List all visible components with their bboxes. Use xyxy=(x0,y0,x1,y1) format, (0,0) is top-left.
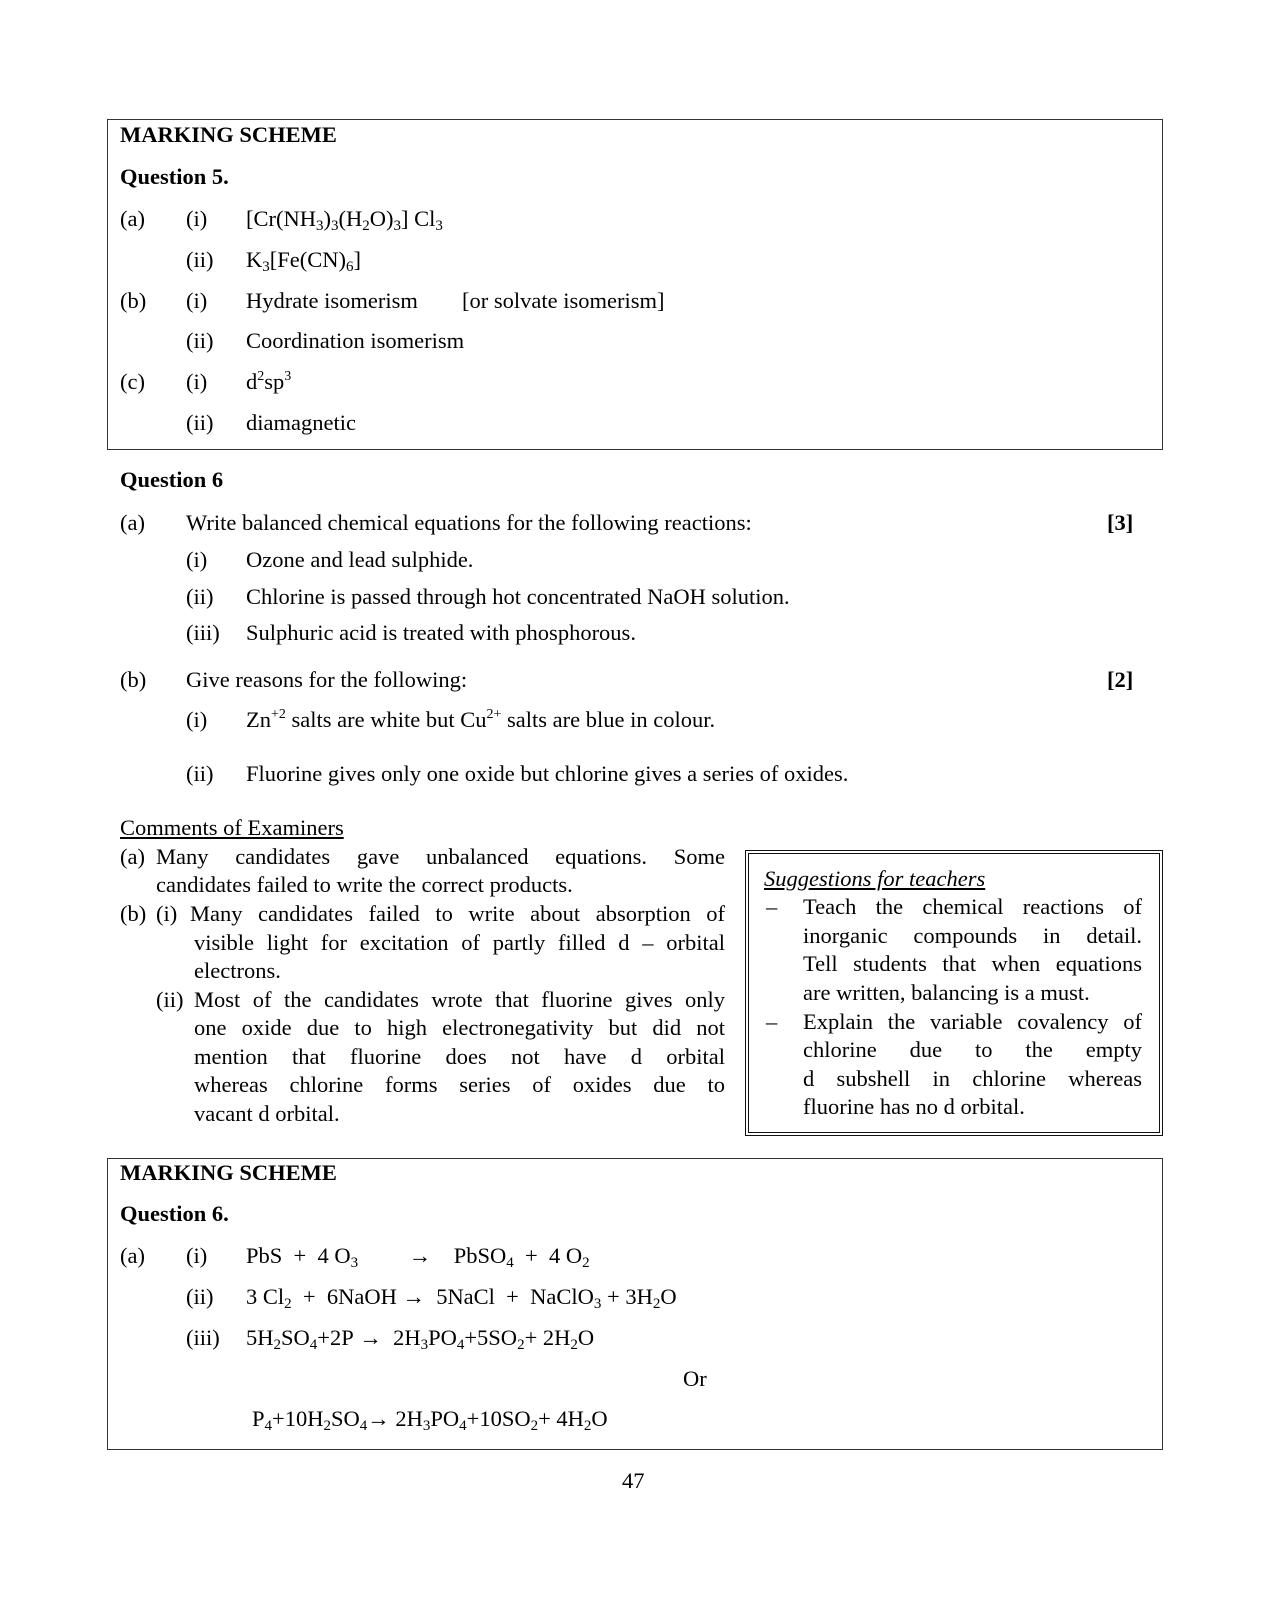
comment-text: Many candidates gave unbalanced equations. Some xyxy=(156,844,725,869)
equation: 5H2SO4+2P → 2H3PO4+5SO2+ 2H2O xyxy=(246,1325,595,1353)
suggestion-text: d subshell in chlorine whereas xyxy=(803,1066,1142,1091)
marks-label: [3] xyxy=(1107,510,1134,535)
question-text: Write balanced chemical equations for the following reactions: xyxy=(186,510,752,535)
marking-scheme-q5-box xyxy=(107,119,1163,450)
or-label: Or xyxy=(683,1366,707,1391)
subpart-label: (i) xyxy=(186,288,208,313)
comment-text: vacant d orbital. xyxy=(194,1101,340,1126)
subpart-label: (i) xyxy=(186,369,208,394)
subpart-label: (i) xyxy=(186,547,208,572)
part-label: (b) xyxy=(120,288,147,313)
part-label: (c) xyxy=(120,369,145,394)
suggestion-text: inorganic compounds in detail. xyxy=(803,923,1142,948)
answer-text: K3[Fe(CN)6] xyxy=(246,247,361,275)
comment-label: (b) xyxy=(120,901,147,926)
bullet-dash: – xyxy=(766,1009,778,1034)
marks-label: [2] xyxy=(1107,667,1134,692)
subpart-label: (iii) xyxy=(186,620,220,645)
equation: P4+10H2SO4→ 2H3PO4+10SO2+ 4H2O xyxy=(252,1406,608,1434)
question-text: Sulphuric acid is treated with phosphorous. xyxy=(246,620,636,645)
question-text: Give reasons for the following: xyxy=(186,667,468,692)
subpart-label: (i) xyxy=(186,206,208,231)
question-text: Fluorine gives only one oxide but chlorine gives a series of oxides. xyxy=(246,761,849,786)
comment-label: (ii) xyxy=(156,987,184,1012)
question-text: $Zn^{+2}$ salts are white but $Cu^{2+}$ salts are blue in colour. xyxy=(246,707,716,732)
subpart-label: (ii) xyxy=(186,584,214,609)
comment-label: (i) xyxy=(156,901,178,926)
part-label: (b) xyxy=(120,667,147,692)
comment-text: mention that fluorine does not have d orbital xyxy=(194,1044,725,1069)
subpart-label: (ii) xyxy=(186,410,214,435)
question-text: Ozone and lead sulphide. xyxy=(246,547,474,572)
answer-alt-text: [or solvate isomerism] xyxy=(462,288,665,313)
bullet-dash: – xyxy=(766,894,778,919)
answer-text: Coordination isomerism xyxy=(246,328,465,353)
comments-heading: Comments of Examiners xyxy=(120,815,344,840)
suggestions-heading: Suggestions for teachers xyxy=(764,866,986,891)
subpart-label: (ii) xyxy=(186,247,214,272)
page-number: 47 xyxy=(622,1468,645,1493)
subpart-label: (iii) xyxy=(186,1325,220,1350)
subpart-label: (ii) xyxy=(186,328,214,353)
suggestion-text: fluorine has no d orbital. xyxy=(803,1094,1025,1119)
comment-text: visible light for excitation of partly filled d – orbital xyxy=(194,930,725,955)
comment-text: Many candidates failed to write about absorption of xyxy=(190,901,725,926)
subpart-label: (ii) xyxy=(186,1284,214,1309)
suggestion-text: chlorine due to the empty xyxy=(803,1037,1142,1062)
answer-text: Hydrate isomerism xyxy=(246,288,418,313)
answer-text: diamagnetic xyxy=(246,410,356,435)
marking-scheme-heading: MARKING SCHEME xyxy=(120,122,337,147)
comment-text: one oxide due to high electronegativity but did not xyxy=(194,1015,725,1040)
comment-text: candidates failed to write the correct products. xyxy=(156,872,573,897)
marking-scheme-heading: MARKING SCHEME xyxy=(120,1160,337,1185)
suggestion-text: are written, balancing is a must. xyxy=(803,980,1090,1005)
equation: PbS + 4 O3 → PbSO4 + 4 O2 xyxy=(246,1243,590,1271)
comment-text: electrons. xyxy=(194,958,281,983)
question-title: Question 5. xyxy=(120,164,229,189)
question-title: Question 6. xyxy=(120,1201,229,1226)
part-label: (a) xyxy=(120,510,145,535)
answer-text: [Cr(NH3)3(H2O)3] Cl3 xyxy=(246,206,443,234)
suggestion-text: Tell students that when equations xyxy=(803,951,1142,976)
question-6-heading: Question 6 xyxy=(120,467,224,492)
part-label: (a) xyxy=(120,1243,145,1268)
subpart-label: (i) xyxy=(186,1243,208,1268)
subpart-label: (ii) xyxy=(186,761,214,786)
comment-label: (a) xyxy=(120,844,145,869)
answer-text: $d^2sp^3$ xyxy=(246,369,292,394)
comment-text: Most of the candidates wrote that fluorine gives only xyxy=(194,987,725,1012)
part-label: (a) xyxy=(120,206,145,231)
suggestion-text: Explain the variable covalency of xyxy=(803,1009,1142,1034)
suggestion-text: Teach the chemical reactions of xyxy=(803,894,1142,919)
subpart-label: (i) xyxy=(186,707,208,732)
question-text: Chlorine is passed through hot concentrated NaOH solution. xyxy=(246,584,790,609)
comment-text: whereas chlorine forms series of oxides due to xyxy=(194,1072,725,1097)
equation: 3 Cl2 + 6NaOH → 5NaCl + NaClO3 + 3H2O xyxy=(246,1284,677,1312)
